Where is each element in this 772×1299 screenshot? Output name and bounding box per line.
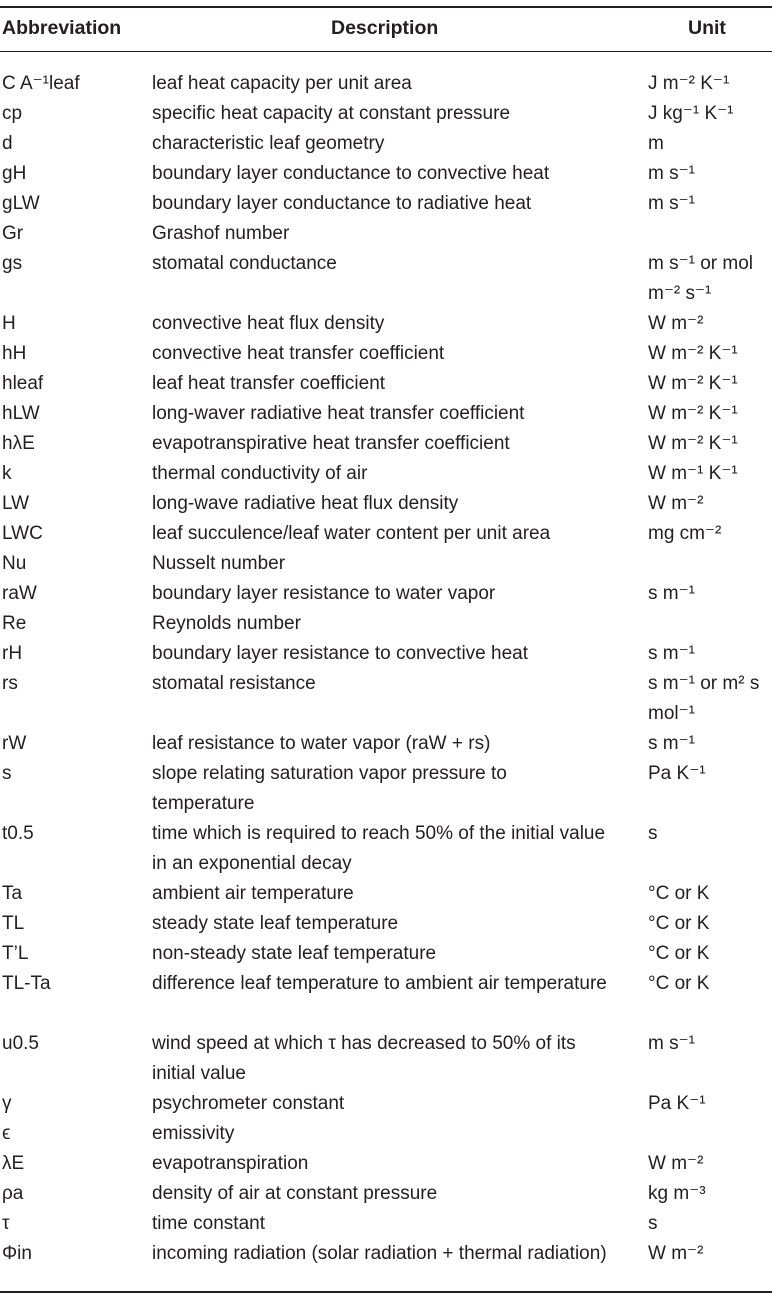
table-row [0, 519, 772, 549]
row-abbreviation: hLW [2, 403, 40, 424]
row-unit: J kg⁻¹ K⁻¹ [648, 103, 734, 124]
row-description: non-steady state leaf temperature [152, 943, 437, 964]
table-row [0, 819, 772, 879]
table-row [0, 399, 772, 429]
row-abbreviation: s [2, 763, 12, 784]
row-unit: s m⁻¹ [648, 643, 695, 664]
table-row [0, 69, 772, 99]
row-unit: W m⁻² [648, 313, 704, 334]
table-row [0, 1179, 772, 1209]
row-abbreviation: raW [2, 583, 37, 604]
table-row [0, 1209, 772, 1239]
table-row [0, 159, 772, 189]
table-row [0, 1149, 772, 1179]
table-row [0, 939, 772, 969]
table-row [0, 189, 772, 219]
row-abbreviation: TL-Ta [2, 973, 51, 994]
row-unit: W m⁻² K⁻¹ [648, 433, 738, 454]
row-abbreviation: rH [2, 643, 23, 664]
row-unit: m [648, 133, 664, 154]
row-abbreviation: hleaf [2, 373, 44, 394]
table-row [0, 639, 772, 669]
row-unit: °C or K [648, 973, 710, 994]
row-abbreviation: T’L [2, 943, 29, 964]
row-description: evapotranspiration [152, 1153, 309, 1174]
table-row [0, 249, 772, 309]
row-abbreviation: hH [2, 343, 27, 364]
table-row [0, 879, 772, 909]
table-header [0, 12, 772, 46]
row-abbreviation: ϵ [2, 1123, 11, 1144]
row-abbreviation: Φin [2, 1243, 32, 1264]
header-unit: Unit [688, 17, 726, 39]
table-row [0, 369, 772, 399]
row-abbreviation: rW [2, 733, 27, 754]
table-row [0, 909, 772, 939]
row-unit: J m⁻² K⁻¹ [648, 73, 730, 94]
header-description: Description [331, 17, 439, 39]
table-top-rule [0, 6, 772, 8]
row-unit: s [648, 823, 658, 844]
row-unit: s m⁻¹ [648, 733, 695, 754]
row-unit: W m⁻² [648, 493, 704, 514]
row-abbreviation: Gr [2, 223, 24, 244]
row-unit: W m⁻² K⁻¹ [648, 373, 738, 394]
row-abbreviation: LWC [2, 523, 43, 544]
row-abbreviation: d [2, 133, 13, 154]
row-unit: Pa K⁻¹ [648, 1093, 706, 1114]
row-abbreviation: k [2, 463, 12, 484]
row-description: steady state leaf temperature [152, 913, 399, 934]
table-row [0, 669, 772, 729]
table-row [0, 309, 772, 339]
row-abbreviation: τ [2, 1213, 10, 1234]
row-description: leaf heat transfer coefficient [152, 373, 386, 394]
row-unit: °C or K [648, 943, 710, 964]
row-abbreviation: Ta [2, 883, 23, 904]
table-row [0, 759, 772, 819]
row-abbreviation: TL [2, 913, 25, 934]
table-row [0, 429, 772, 459]
row-description: wind speed at which τ has decreased to 50% of its initial value [152, 1033, 576, 1084]
table-row [0, 729, 772, 759]
row-unit: m s⁻¹ [648, 163, 695, 184]
row-unit: W m⁻² K⁻¹ [648, 343, 738, 364]
table-row [0, 1239, 772, 1299]
row-description: convective heat flux density [152, 313, 385, 334]
row-description: stomatal conductance [152, 253, 337, 274]
table-row [0, 489, 772, 519]
row-description: long-waver radiative heat transfer coefficient [152, 403, 525, 424]
row-abbreviation: u0.5 [2, 1033, 39, 1054]
table-row [0, 549, 772, 579]
row-unit: W m⁻¹ K⁻¹ [648, 463, 738, 484]
row-unit: °C or K [648, 883, 710, 904]
row-description: evapotranspirative heat transfer coefficient [152, 433, 510, 454]
table-row [0, 459, 772, 489]
row-description: incoming radiation (solar radiation + thermal radiation) [152, 1243, 607, 1264]
row-description: specific heat capacity at constant pressure [152, 103, 511, 124]
row-description: slope relating saturation vapor pressure to temperature [152, 763, 507, 814]
row-unit: s [648, 1213, 658, 1234]
row-description: boundary layer resistance to convective heat [152, 643, 528, 664]
row-unit: °C or K [648, 913, 710, 934]
row-description: stomatal resistance [152, 673, 316, 694]
row-description: difference leaf temperature to ambient air temperature [152, 973, 607, 994]
table-row [0, 579, 772, 609]
row-description: time which is required to reach 50% of the initial value in an exponential decay [152, 823, 606, 874]
table-row [0, 129, 772, 159]
row-description: convective heat transfer coefficient [152, 343, 445, 364]
row-unit: mg cm⁻² [648, 523, 722, 544]
row-description: characteristic leaf geometry [152, 133, 385, 154]
row-description: emissivity [152, 1123, 235, 1144]
row-unit: W m⁻² [648, 1153, 704, 1174]
table-row [0, 609, 772, 639]
row-description: boundary layer conductance to radiative heat [152, 193, 532, 214]
table-bottom-rule [0, 1291, 772, 1293]
row-unit: m s⁻¹ [648, 193, 695, 214]
row-abbreviation: gH [2, 163, 27, 184]
row-abbreviation: cp [2, 103, 23, 124]
table-body [0, 69, 772, 1299]
row-description: ambient air temperature [152, 883, 354, 904]
row-unit: m s⁻¹ [648, 1033, 695, 1054]
row-abbreviation: LW [2, 493, 30, 514]
row-description: Nusselt number [152, 553, 286, 574]
table-row [0, 339, 772, 369]
table-row [0, 969, 772, 1029]
row-unit: s m⁻¹ [648, 583, 695, 604]
row-description: boundary layer conductance to convective heat [152, 163, 550, 184]
row-description: psychrometer constant [152, 1093, 345, 1114]
table-header-rule [0, 51, 772, 52]
row-unit: m s⁻¹ or mol m⁻² s⁻¹ [648, 253, 754, 304]
row-unit: W m⁻² K⁻¹ [648, 403, 738, 424]
row-description: leaf succulence/leaf water content per unit area [152, 523, 551, 544]
row-description: thermal conductivity of air [152, 463, 368, 484]
row-abbreviation: H [2, 313, 16, 334]
row-abbreviation: hλE [2, 433, 35, 454]
row-unit: kg m⁻³ [648, 1183, 706, 1204]
row-abbreviation: Nu [2, 553, 27, 574]
row-description: Reynolds number [152, 613, 301, 634]
row-description: time constant [152, 1213, 265, 1234]
row-unit: s m⁻¹ or m² s mol⁻¹ [648, 673, 760, 724]
row-abbreviation: Re [2, 613, 27, 634]
row-abbreviation: gs [2, 253, 23, 274]
row-abbreviation: gLW [2, 193, 40, 214]
row-description: leaf heat capacity per unit area [152, 73, 412, 94]
row-abbreviation: C A⁻¹leaf [2, 73, 80, 94]
table-row [0, 99, 772, 129]
row-abbreviation: ρa [2, 1183, 24, 1204]
row-unit: W m⁻² [648, 1243, 704, 1264]
table-row [0, 1089, 772, 1119]
row-unit: Pa K⁻¹ [648, 763, 706, 784]
row-description: long-wave radiative heat flux density [152, 493, 459, 514]
table-row [0, 1119, 772, 1149]
table-row [0, 1029, 772, 1089]
row-description: leaf resistance to water vapor (raW + rs) [152, 733, 491, 754]
row-abbreviation: γ [2, 1093, 12, 1114]
table-row [0, 219, 772, 249]
row-description: density of air at constant pressure [152, 1183, 438, 1204]
row-abbreviation: rs [2, 673, 18, 694]
row-abbreviation: λE [2, 1153, 25, 1174]
row-description: Grashof number [152, 223, 290, 244]
row-description: boundary layer resistance to water vapor [152, 583, 496, 604]
header-abbreviation: Abbreviation [2, 17, 122, 39]
row-abbreviation: t0.5 [2, 823, 34, 844]
